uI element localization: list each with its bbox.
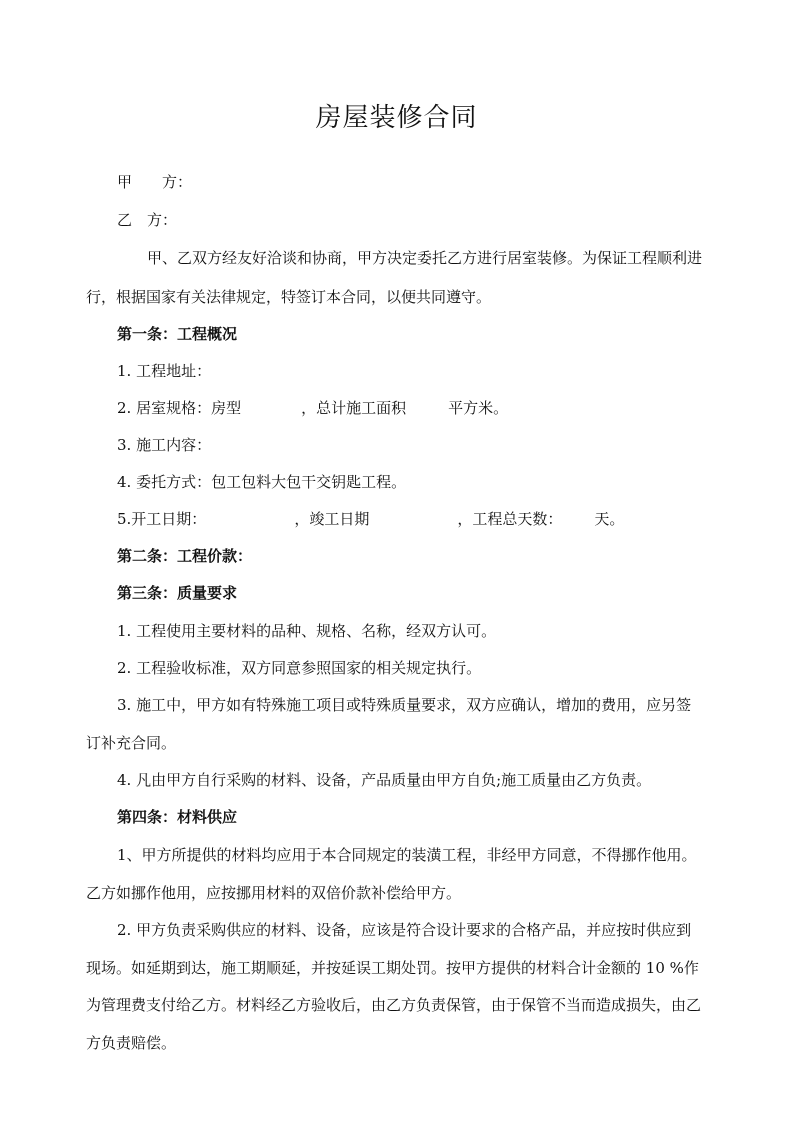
total-days-label: ，工程总天数： (457, 510, 563, 528)
intro-paragraph-line-2: 行，根据国家有关法律规定，特签订本合同，以便共同遵守。 (86, 288, 492, 306)
item-2-label: 2. 居室规格：房型 (117, 399, 242, 417)
article-3-item-2: 2. 工程验收标准，双方同意参照国家的相关规定执行。 (117, 659, 482, 677)
article-3-item-3-line-1: 3. 施工中，甲方如有特殊施工项目或特殊质量要求，双方应确认，增加的费用，应另签 (117, 696, 692, 714)
party-b-line: 乙 方： (117, 211, 178, 229)
article-3-heading: 第三条：质量要求 (117, 584, 238, 602)
end-date-label: ，竣工日期 (294, 510, 370, 528)
article-3-item-1: 1. 工程使用主要材料的品种、规格、名称，经双方认可。 (117, 622, 497, 640)
article-2-heading: 第二条：工程价款： (117, 547, 253, 565)
article-4-item-2-line-3: 为管理费支付给乙方。材料经乙方验收后，由乙方负责保管，由于保管不当而造成损失，由乙 (86, 996, 702, 1014)
party-a-line: 甲 方： (117, 173, 193, 191)
intro-paragraph-line-1: 甲、乙双方经友好洽谈和协商，甲方决定委托乙方进行居室装修。为保证工程顺利进 (147, 249, 703, 267)
article-1-item-4: 4. 委托方式：包工包料大包干交钥匙工程。 (117, 473, 407, 491)
article-1-heading: 第一条：工程概况 (117, 325, 238, 343)
article-4-item-2-line-2: 现场。如延期到达，施工期顺延，并按延误工期处罚。按甲方提供的材料合计金额的 10 %作 (86, 959, 699, 977)
article-4-item-1-line-1: 1、甲方所提供的材料均应用于本合同规定的装潢工程，非经甲方同意，不得挪作他用。 (117, 846, 697, 864)
article-1-item-1: 1. 工程地址： (117, 362, 212, 380)
article-1-item-2 (117, 398, 508, 418)
article-4-item-1-line-2: 乙方如挪作他用，应按挪用材料的双倍价款补偿给甲方。 (86, 884, 462, 902)
article-3-item-4: 4. 凡由甲方自行采购的材料、设备，产品质量由甲方自负;施工质量由乙方负责。 (117, 771, 652, 789)
article-3-item-3-line-2: 订补充合同。 (86, 734, 177, 752)
article-1-item-5 (117, 509, 624, 529)
article-4-heading: 第四条：材料供应 (117, 808, 238, 826)
article-4-item-2-line-4: 方负责赔偿。 (86, 1034, 177, 1052)
item-2-unit: 平方米。 (448, 399, 509, 417)
item-2-area-label: ，总计施工面积 (301, 399, 407, 417)
article-4-item-2-line-1: 2. 甲方负责采购供应的材料、设备，应该是符合设计要求的合格产品，并应按时供应到 (117, 921, 692, 939)
days-unit: 天。 (594, 510, 625, 528)
article-1-item-3: 3. 施工内容： (117, 436, 212, 454)
start-date-label: 5.开工日期： (117, 510, 207, 528)
document-title: 房屋装修合同 (315, 103, 478, 133)
